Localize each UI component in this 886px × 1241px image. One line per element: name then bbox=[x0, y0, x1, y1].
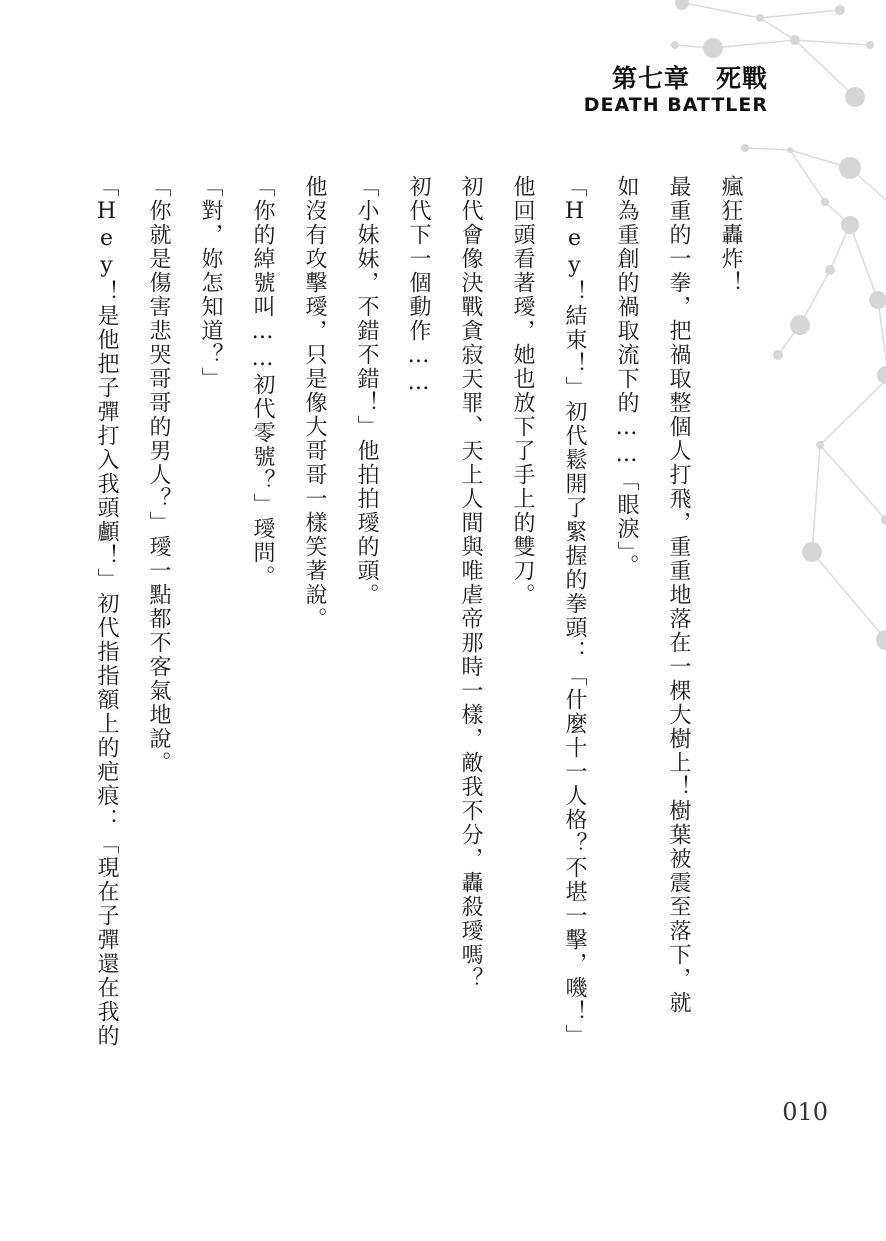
text-line: 初代下一個動作…… bbox=[406, 175, 431, 397]
text-line: 「Hey！是他把子彈打入我頭顱！」初代指指額上的疤痕：「現在子彈還在我的 bbox=[94, 175, 119, 1048]
text-line: 「你的綽號叫……初代零號？」璦問。 bbox=[250, 175, 275, 589]
body-text bbox=[80, 175, 756, 1120]
text-line: 「對，妳怎知道？」 bbox=[198, 175, 223, 391]
text-line: 最重的一拳，把禍取整個人打飛，重重地落在一棵大樹上！樹葉被震至落下，就 bbox=[666, 175, 691, 1015]
text-line: 他回頭看著璦，她也放下了手上的雙刀。 bbox=[510, 175, 535, 607]
text-line: 「你就是傷害悲哭哥哥的男人？」璦一點都不客氣地說。 bbox=[146, 175, 171, 775]
text-line: 初代會像決戰貪寂天罪、天上人間與唯虐帝那時一樣，敵我不分，轟殺璦嗎？ bbox=[458, 175, 483, 991]
text-line: 「Hey！結束！」初代鬆開了緊握的拳頭：「什麼十一人格？不堪一擊，嘰！」 bbox=[562, 175, 587, 1048]
text-line: 他沒有攻擊璦，只是像大哥哥一樣笑著說。 bbox=[302, 175, 327, 631]
page-number: 010 bbox=[782, 1098, 828, 1126]
chapter-header bbox=[584, 64, 768, 116]
text-line: 如為重創的禍取流下的……「眼淚」。 bbox=[614, 175, 639, 578]
text-line: 「小妹妹，不錯不錯！」他拍拍璦的頭。 bbox=[354, 175, 379, 607]
text-line: 瘋狂轟炸！ bbox=[718, 175, 743, 295]
chapter-title: 第七章 死戰 bbox=[611, 64, 768, 93]
chapter-subtitle: DEATH BATTLER bbox=[583, 94, 768, 116]
